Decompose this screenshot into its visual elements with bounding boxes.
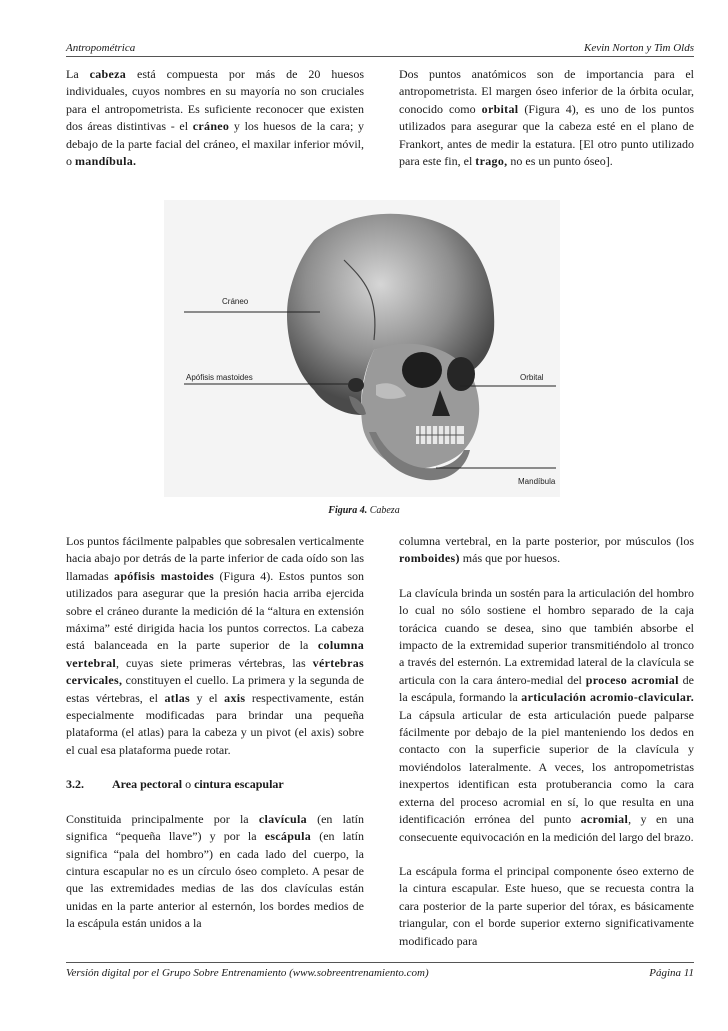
term-cabeza: cabeza <box>89 67 127 81</box>
orbital-paragraph: Dos puntos anatómicos son de importancia para el antropometrista. El margen óseo inferior de la órbita ocular, conocido como orbital (Figura 4), es uno de los puntos utilizados para asegurar que la cabeza esté en el plano de Frankort, antes de medir la estatura. [El otro punto utilizado para este fin, el trago, no es un punto óseo]. <box>399 67 694 169</box>
top-left-column <box>66 66 364 170</box>
label-apofisis-mastoides: Apófisis mastoides <box>186 373 253 382</box>
term-atlas: atlas <box>164 690 190 705</box>
intro-paragraph: La cabeza está compuesta por más de 20 huesos individuales, cuyos nombres en su mayoría no son cruciales para el antropometrista. Es suficiente reconocer que existen dos áreas distintivas - el cráneo y los huesos de la cara; y debajo de la parte facial del cráneo, el maxilar inferior móvil, o mandíbula. <box>66 67 365 169</box>
term-axis: axis <box>224 690 246 705</box>
page-footer <box>66 962 694 981</box>
skull-illustration <box>164 200 560 497</box>
term-orbital: orbital <box>481 101 519 116</box>
page-header <box>66 40 694 57</box>
term-mandibula: mandíbula. <box>75 154 137 169</box>
romboides-paragraph: columna vertebral, en la parte posterior, por músculos (los romboides) más que por huesos. <box>399 534 694 566</box>
term-craneo: cráneo <box>192 119 230 134</box>
clavicle-paragraph: Constituida principalmente por la clavícula (en latín significa “pequeña llave”) y por la escápula (en latín significa “pala del hombro”) en cada lado del cuerpo, la cintura escapular no es un círculo óseo completo. A pesar de que las extremidades medias de las dos clavículas están unidas en la parte anterior al esternón, los bordes medios de la escápula están unidos a la <box>66 811 364 931</box>
term-trago: trago, <box>475 154 508 169</box>
label-mandibula: Mandíbula <box>518 477 556 486</box>
term-proceso-acromial: proceso acromial <box>585 672 679 687</box>
term-acromial: acromial <box>580 812 629 827</box>
lower-left-column <box>66 533 364 933</box>
label-orbital: Orbital <box>520 373 544 382</box>
footer-source: Versión digital por el Grupo Sobre Entrenamiento (www.sobreentrenamiento.com) <box>66 967 429 979</box>
mastoid-paragraph: Los puntos fácilmente palpables que sobresalen verticalmente hacia abajo por detrás de la parte inferior de cada oído son las llamadas apófisis mastoides (Figura 4). Estos puntos son utilizados para asegurar que la presión hacia arriba ejercida sobre el cráneo durante la medición dé la “altura en extensión máxima” esté dirigida hacia los puntos correctos. La cabeza está balanceada en la parte superior de la columna vertebral, cuyas siete primeras vértebras, las vértebras cervicales, constituyen el cuello. La primera y la segunda de estas vértebras, el atlas y el axis respectivamente, están especialmente modificadas para brindar una pequeña plataforma (el atlas) para la cabeza y un pivot (el axis) sobre el cual esa plataforma puede rotar. <box>66 534 365 757</box>
section-heading: 3.2. Area pectoral o cintura escapular <box>66 777 284 792</box>
figure-caption: Figura 4. Cabeza <box>328 505 400 516</box>
header-authors: Kevin Norton y Tim Olds <box>583 42 694 54</box>
scapula-paragraph: La escápula forma el principal componente óseo externo de la cintura escapular. Este hueso, que se recuesta contra la cara posterior de la parte superior del tórax, es básicamente triangular, con el borde superior externo significativamente modificado para <box>399 863 694 948</box>
skull-figure <box>164 200 560 497</box>
term-clavicula: clavícula <box>258 811 307 826</box>
term-escapula: escápula <box>264 829 312 844</box>
label-craneo: Cráneo <box>222 297 249 306</box>
term-columna-vertebral: columna vertebral <box>66 638 364 670</box>
lower-right-column <box>399 533 694 950</box>
term-romboides: romboides) <box>399 551 460 566</box>
term-articulacion-acromio-clavicular: articulación acromio-clavicular. <box>521 690 694 705</box>
top-right-column <box>399 66 694 170</box>
term-apofisis-mastoides: apófisis mastoides <box>114 568 215 583</box>
term-vertebras-cervicales: vértebras cervicales, <box>66 655 364 688</box>
acromial-paragraph: La clavícula brinda un sostén para la articulación del hombro lo cual no sólo sostiene el hombro separado de la caja torácica cuando se desea, sino que también absorbe el impacto de la extremidad superior transmitiéndolo al tronco a través del esternón. La extremidad lateral de la clavícula se articula con la cara ántero-medial del proceso acromial de la escápula, formando la articulación acromio-clavicular. La cápsula articular de esta articulación puede palparse fácilmente por debajo de la piel manteniendo los dedos en contacto con la superficie superior de la clavícula y moviéndolos lateralmente. A veces, los antropometristas inexpertos identifican esta protuberancia como la cara externa del proceso acromial en sí, lo que resulta en una identificación errónea del punto acromial, y en una consecuente equivocación en la medición del largo del brazo. <box>399 585 695 844</box>
header-title: Antropométrica <box>66 42 136 54</box>
page-number: Página 11 <box>649 967 694 979</box>
